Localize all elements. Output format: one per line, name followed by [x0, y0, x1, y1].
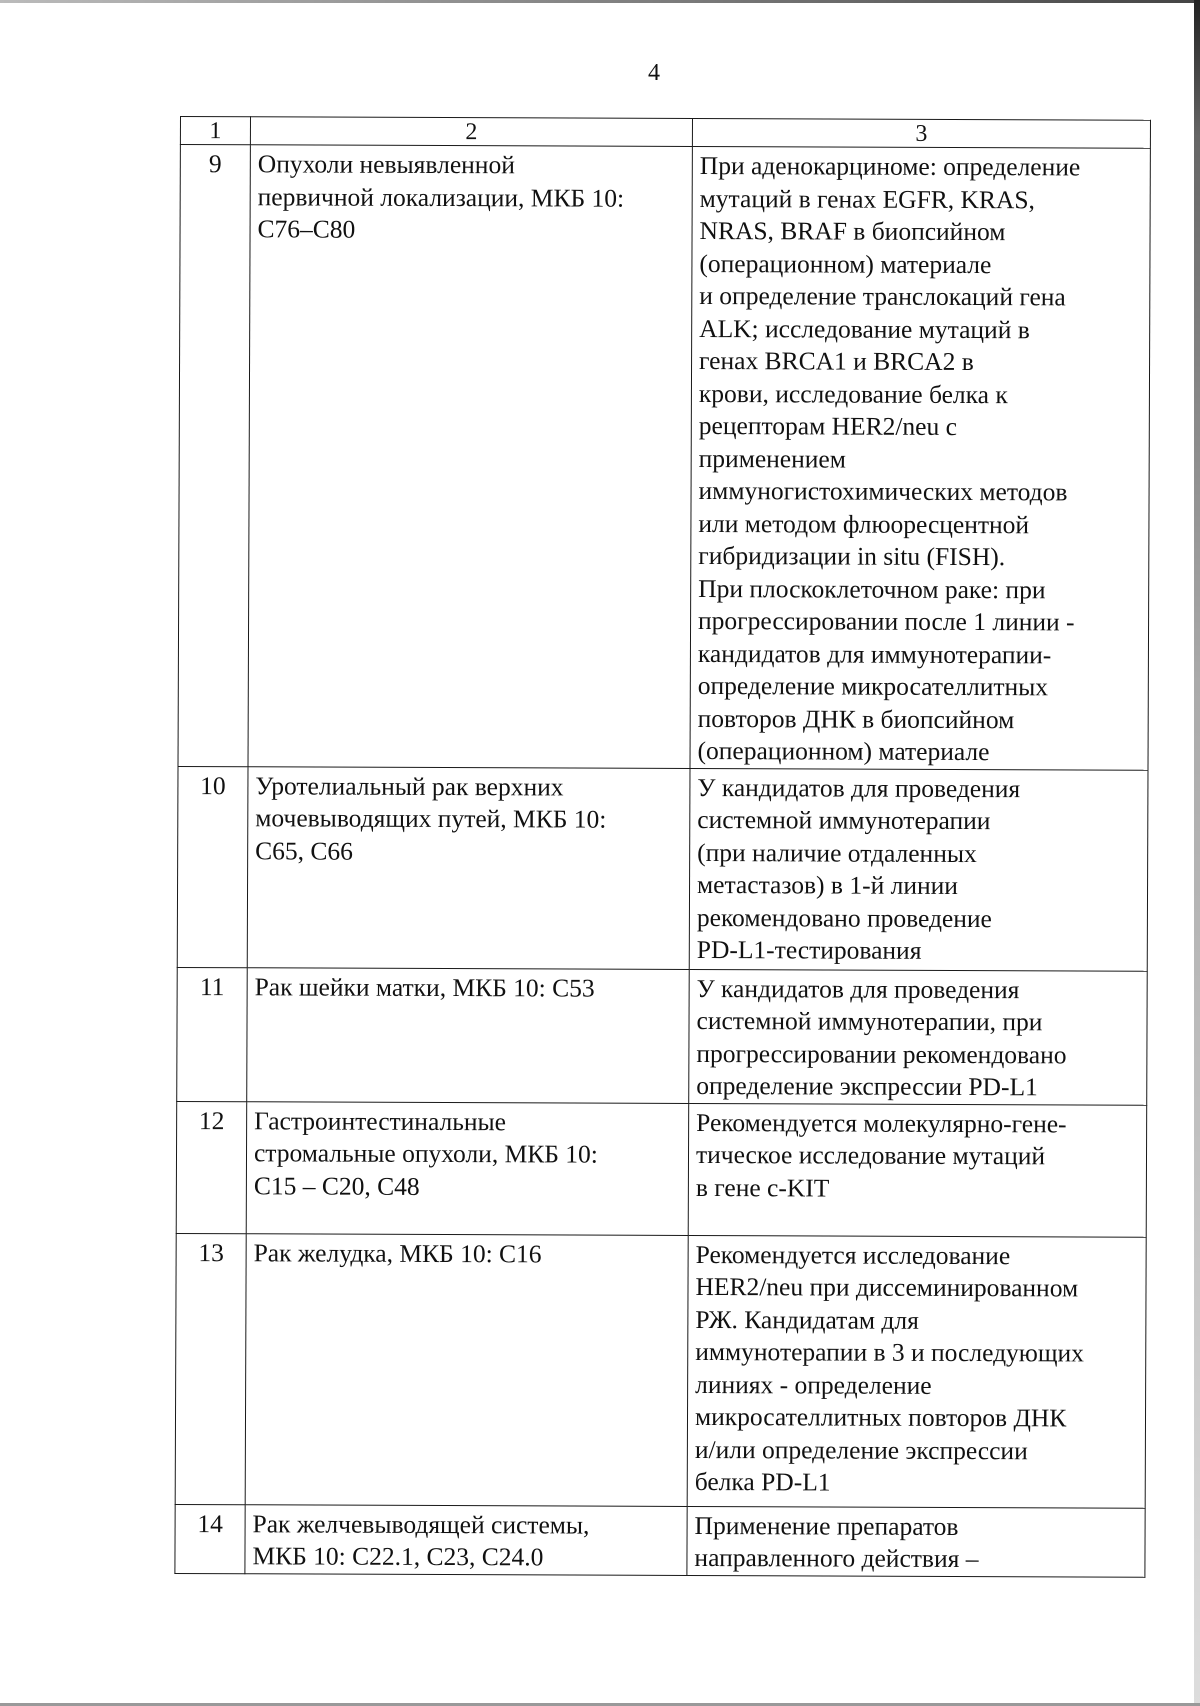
disease-cell — [248, 145, 692, 768]
row-number: 12 — [176, 1101, 247, 1233]
disease-text: Рак шейки матки, МКБ 10: С53 — [254, 971, 595, 1003]
table-row — [177, 766, 1148, 971]
disease-text: Опухоли невыявленной первичной локализации, МКБ 10: С76–С80 — [257, 149, 625, 244]
disease-text: Гастроинтестинальные стромальные опухоли, МКБ 10: С15 – С20, С48 — [253, 1105, 598, 1201]
table-row — [177, 967, 1148, 1105]
disease-text: Уротелиальный рак верхних мочевыводящих путей, МКБ 10: С65, С66 — [255, 770, 607, 866]
recommendation-text: Рекомендуется исследование HER2/neu при диссеминированном РЖ. Кандидатам для иммунотерапии в 3 и последующих линиях - определение микросателлитных повторов ДНК и/или определение экспрессии белка PD-L1 — [694, 1239, 1084, 1497]
column-header-1: 1 — [180, 117, 250, 145]
disease-cell — [245, 1233, 688, 1506]
disease-text: Рак желчевыводящей системы, МКБ 10: С22.1, С23, С24.0 — [252, 1508, 590, 1572]
disease-text: Рак желудка, МКБ 10: С16 — [253, 1237, 542, 1268]
table-row — [175, 1233, 1146, 1508]
row-number: 11 — [177, 967, 248, 1101]
scan-edge-right — [1194, 0, 1200, 1706]
recommendation-cell — [687, 1506, 1145, 1577]
recommendations-table — [174, 116, 1151, 1577]
disease-cell — [245, 1504, 687, 1575]
table-row — [175, 1504, 1145, 1577]
column-header-3: 3 — [692, 118, 1150, 148]
table-row — [178, 145, 1150, 770]
recommendation-cell — [689, 768, 1148, 971]
column-header-2: 2 — [250, 117, 692, 147]
recommendation-cell — [688, 1103, 1147, 1237]
recommendation-cell — [689, 969, 1148, 1105]
disease-cell — [247, 766, 690, 969]
table-row — [176, 1101, 1146, 1237]
recommendation-text: Применение препаратов направленного действия – — [694, 1510, 979, 1574]
recommendation-text: Рекомендуется молекулярно-гене- тическое исследование мутаций в гене c-KIT — [695, 1107, 1067, 1203]
row-number: 13 — [175, 1233, 246, 1504]
scan-edge-top — [0, 0, 1200, 3]
disease-cell — [246, 1101, 689, 1235]
recommendation-cell — [687, 1235, 1146, 1508]
recommendation-text: У кандидатов для проведения системной иммунотерапии, при прогрессировании рекомендовано определение экспрессии PD-L1 — [696, 973, 1067, 1102]
recommendation-cell — [690, 146, 1150, 769]
recommendation-text: При аденокарциноме: определение мутаций в генах EGFR, KRAS, NRAS, BRAF в биопсийном (операционном) материале и определение транслокаций гена ALK; исследование мутаций в генах BRCA1 и BRCA2 в крови, исследование белка к рецепторам HER2/neu с применением иммуногистохимических методов или методом флюоресцентной гибридизации in situ (FISH). При плоскоклеточном раке: при прогрессировании после 1 линии - кандидатов для иммунотерапии- определение микросателлитных повторов ДНК в биопсийном (операционном) материале — [697, 150, 1081, 767]
row-number: 9 — [178, 145, 250, 767]
disease-cell — [247, 967, 690, 1103]
table-header-row — [180, 117, 1150, 149]
recommendation-text: У кандидатов для проведения системной иммунотерапии (при наличие отдаленных метастазов) в 1-й линии рекомендовано проведение PD-L1-тестирования — [696, 772, 1021, 965]
page-number: 4 — [648, 60, 660, 86]
row-number: 10 — [177, 766, 248, 967]
row-number: 14 — [175, 1504, 245, 1573]
